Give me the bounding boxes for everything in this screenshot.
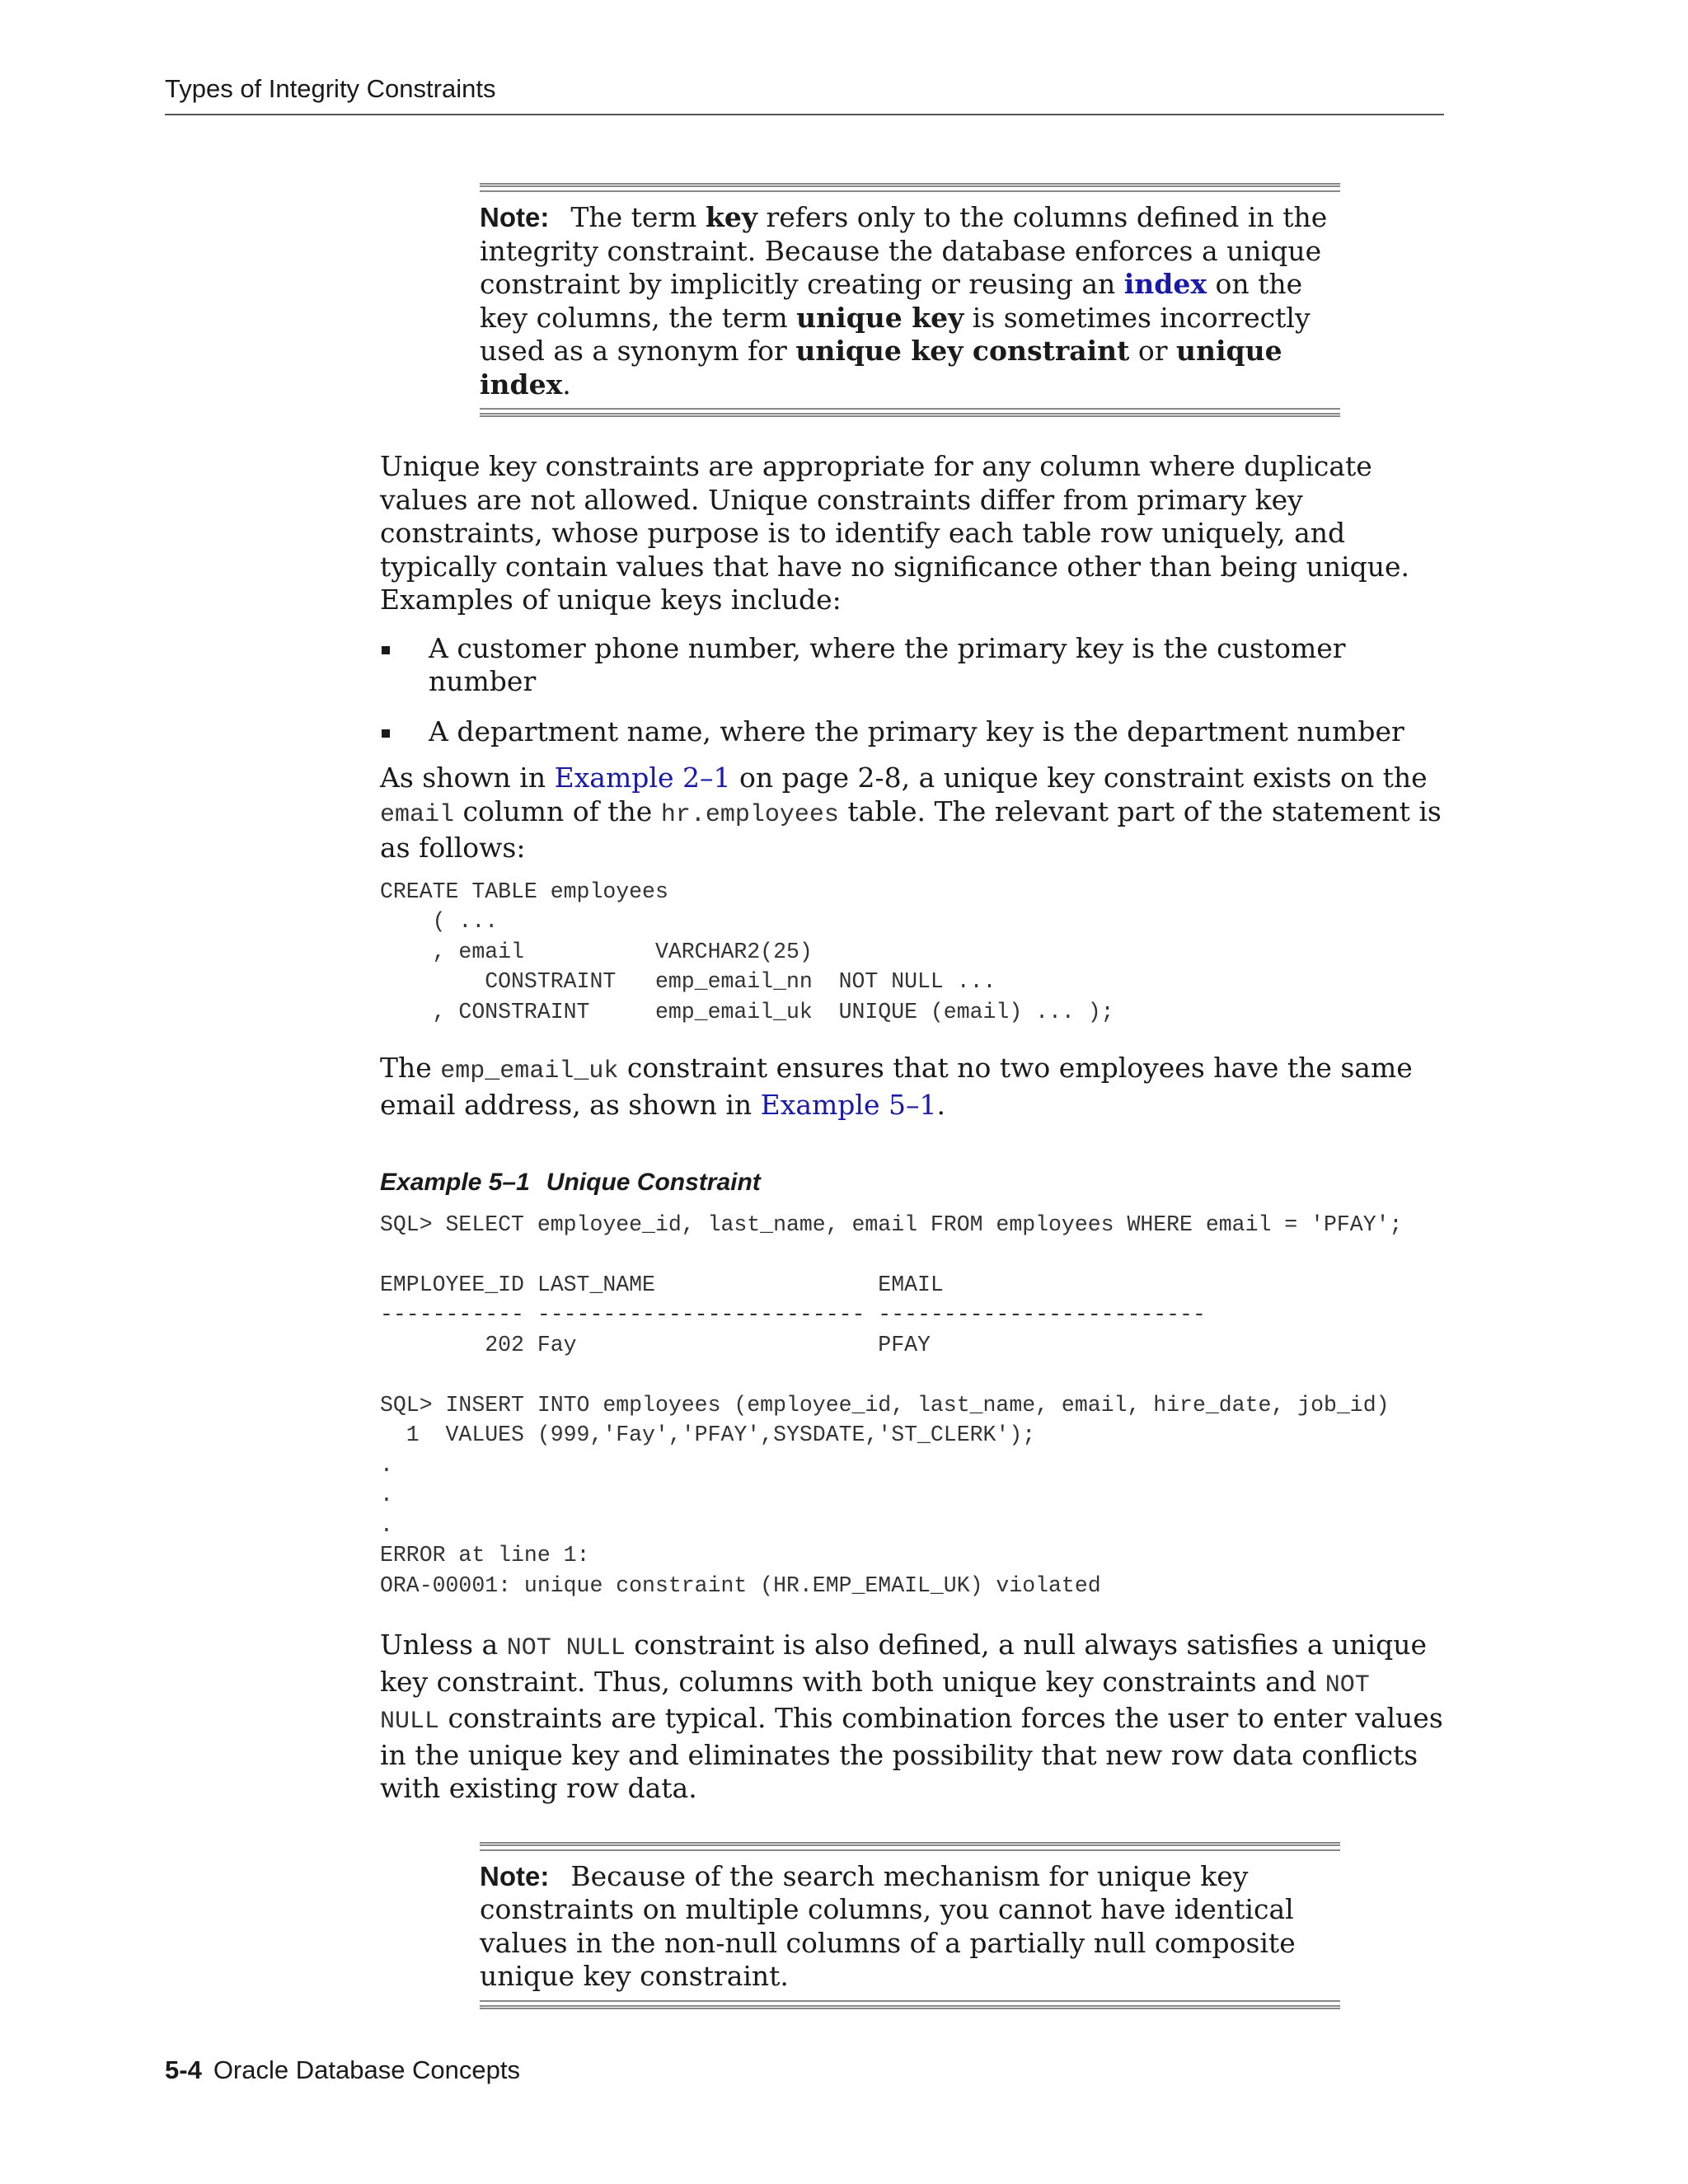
unique-key-examples-list bbox=[380, 632, 1443, 749]
example-title: Example 5–1 Unique Constraint bbox=[380, 1169, 761, 1196]
book-title: Oracle Database Concepts bbox=[213, 2055, 521, 2084]
paragraph-example-reference: As shown in Example 2–1 on page 2-8, a unique key constraint exists on the email column of the hr.employees table. The relevant part of the statement is as follows: bbox=[380, 762, 1442, 864]
paragraph-emp-email-uk: The emp_email_uk constraint ensures that no two employees have the same email address, as shown in Example 5–1. bbox=[380, 1052, 1413, 1121]
page-footer bbox=[165, 2055, 520, 2085]
main-content bbox=[380, 183, 1443, 2009]
bullet-square-icon bbox=[382, 729, 390, 738]
list-item: A department name, where the primary key is the department number bbox=[380, 715, 1443, 749]
create-table-code-block: CREATE TABLE employees ( ... , email VARCHAR2(25) CONSTRAINT emp_email_nn NOT NULL ... , CONSTRAINT emp_email_uk UNIQUE (email) ... ); bbox=[380, 879, 1114, 1024]
note-text: Note: Because of the search mechanism for unique key constraints on multiple columns, you cannot have identical values in the non-null columns of a partially null composite unique key constraint. bbox=[480, 1859, 1296, 1992]
index-link[interactable]: index bbox=[1123, 268, 1207, 300]
bullet-square-icon bbox=[382, 646, 390, 654]
example-5-1-link[interactable]: Example 5–1 bbox=[760, 1088, 937, 1121]
running-header: Types of Integrity Constraints bbox=[165, 74, 1444, 115]
note-label: Note: bbox=[480, 1860, 550, 1891]
note-label: Note: bbox=[480, 202, 550, 232]
note-box-composite-key bbox=[480, 1842, 1340, 2009]
example-2-1-link[interactable]: Example 2–1 bbox=[554, 762, 731, 794]
paragraph-unique-keys: Unique key constraints are appropriate for any column where duplicate values are not allowed. Unique constraints differ from primary key constraints, whose purpose is to identify each table row uniquely, and typically contain values that have no significance other than being unique. Examples of unique keys include: bbox=[380, 450, 1410, 616]
list-item: A customer phone number, where the primary key is the customer number bbox=[380, 632, 1443, 699]
page-number: 5-4 bbox=[165, 2055, 202, 2084]
paragraph-not-null: Unless a NOT NULL constraint is also defined, a null always satisfies a unique key constraint. Thus, columns with both unique key constraints and NOT NULL constraints are typical. This combination forces the user to enter values in the unique key and eliminates the possibility that new row data conflicts with existing row data. bbox=[380, 1629, 1443, 1804]
note-text: Note: The term key refers only to the columns defined in the integrity constraint. Because the database enforces a unique constraint by implicitly creating or reusing an index on the key columns, the term unique key is sometimes incorrectly used as a synonym for unique key constraint or unique index. bbox=[480, 201, 1328, 401]
note-box-key-term bbox=[480, 183, 1340, 417]
unique-constraint-example-code: SQL> SELECT employee_id, last_name, email FROM employees WHERE email = 'PFAY'; EMPLOYEE_ID LAST_NAME EMAIL ----------- ------------------------- ------------------------- 202 Fay PFAY SQL> INSERT INTO employees (employee_id, last_name, email, hire_date, job_id) 1 VALUES (999,'Fay','PFAY',SYSDATE,'ST_CLERK'); . . . ERROR at line 1: ORA-00001: unique constraint (HR.EMP_EMAIL_UK) violated bbox=[380, 1212, 1403, 1598]
